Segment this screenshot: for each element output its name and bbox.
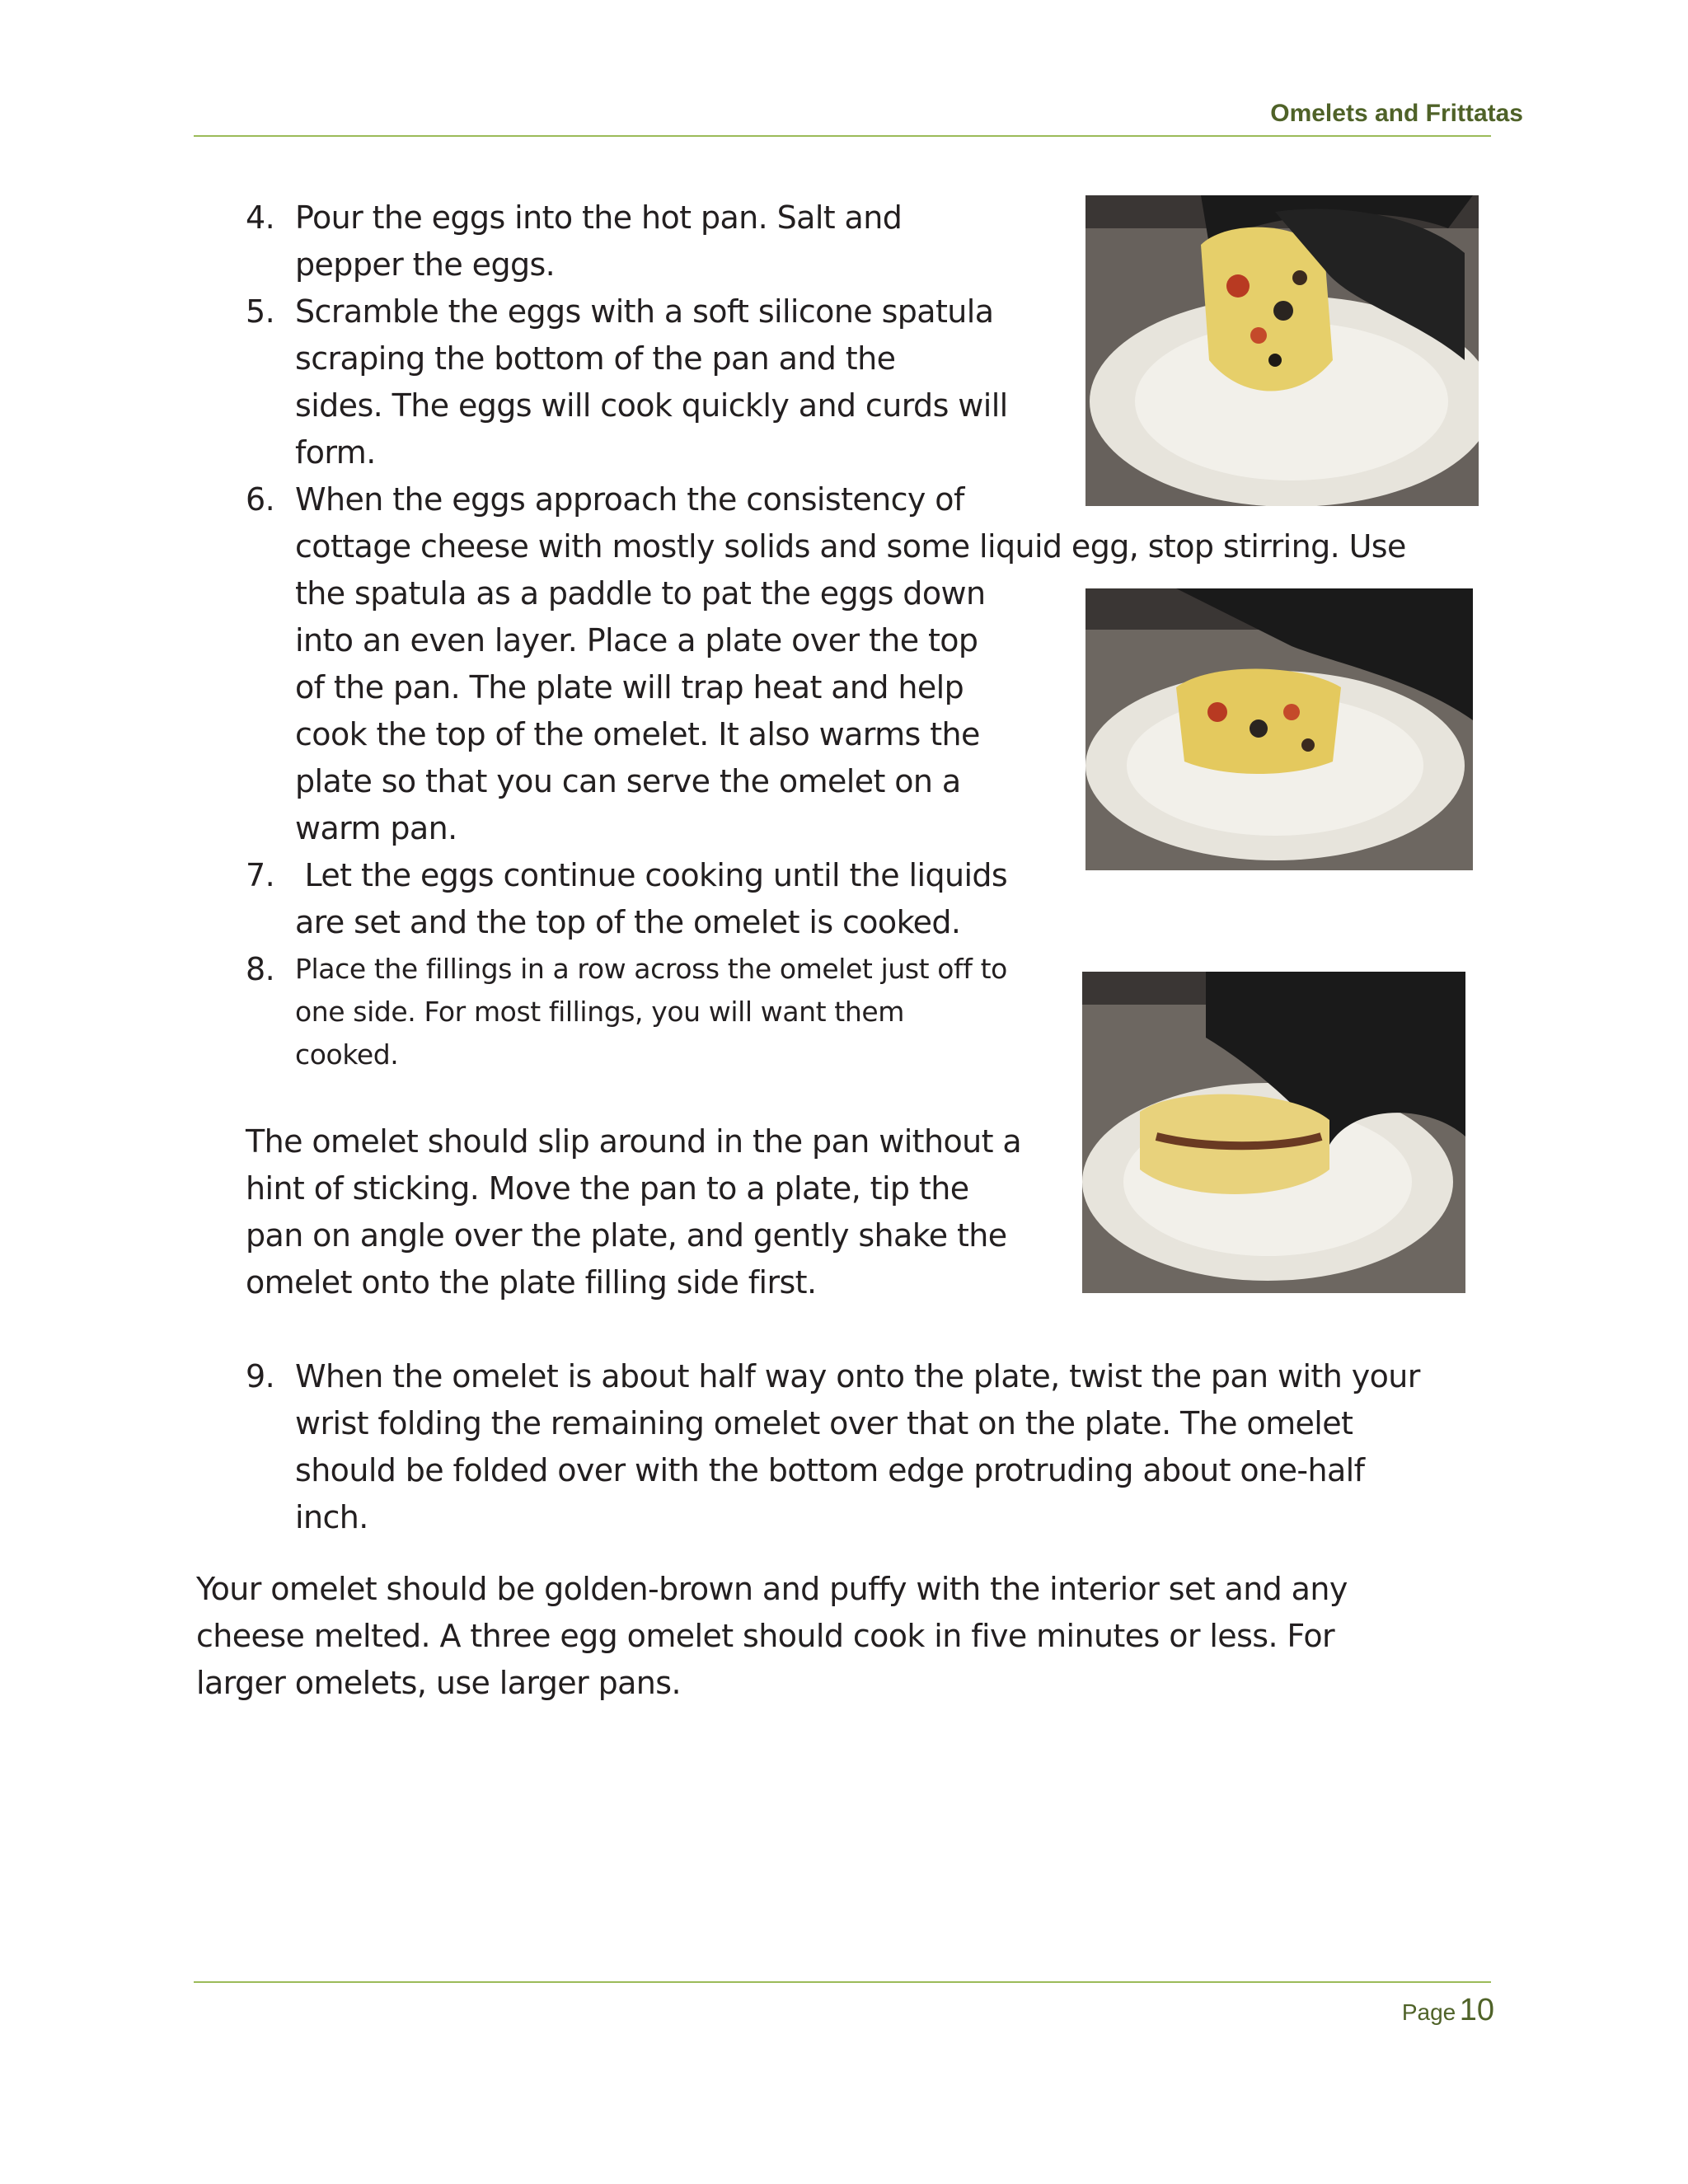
- paragraph-line: pan on angle over the plate, and gently shake the: [246, 1217, 1007, 1254]
- step-9-line: wrist folding the remaining omelet over that on the plate. The omelet: [295, 1405, 1353, 1441]
- step-7-line: Let the eggs continue cooking until the liquids: [295, 857, 1008, 893]
- omelet-on-plate-photo-icon: [1085, 588, 1473, 870]
- paragraph-line: cheese melted. A three egg omelet should cook in five minutes or less. For: [196, 1618, 1335, 1654]
- page-number-value: 10: [1459, 1993, 1494, 2027]
- step-6-line: of the pan. The plate will trap heat and help: [295, 669, 964, 705]
- step-8-number: 8.: [246, 951, 275, 987]
- step-5-number: 5.: [246, 293, 275, 330]
- paragraph-line: The omelet should slip around in the pan without a: [246, 1123, 1022, 1160]
- omelet-folded-photo: [1082, 972, 1465, 1293]
- step-4-line: Pour the eggs into the hot pan. Salt and: [295, 199, 903, 236]
- step-4-number: 4.: [246, 199, 275, 236]
- header-rule: [194, 135, 1491, 137]
- step-6-line: the spatula as a paddle to pat the eggs down: [295, 575, 986, 612]
- omelet-folded-photo-icon: [1082, 972, 1465, 1293]
- footer-rule: [194, 1981, 1491, 1983]
- step-6-line: into an even layer. Place a plate over the top: [295, 622, 978, 658]
- step-6-line: warm pan.: [295, 810, 457, 846]
- step-7-number: 7.: [246, 857, 275, 893]
- page-number: [1402, 1993, 1494, 2028]
- page-label: Page: [1401, 1999, 1456, 2025]
- paragraph-line: Your omelet should be golden-brown and puffy with the interior set and any: [196, 1571, 1348, 1607]
- step-5-line: form.: [295, 434, 376, 471]
- step-8-line: one side. For most fillings, you will want them: [295, 996, 904, 1028]
- step-9-number: 9.: [246, 1358, 275, 1394]
- paragraph-line: hint of sticking. Move the pan to a plate, tip the: [246, 1170, 969, 1207]
- step-6-line: cook the top of the omelet. It also warms the: [295, 716, 980, 752]
- paragraph-line: larger omelets, use larger pans.: [196, 1665, 681, 1701]
- step-6-number: 6.: [246, 481, 275, 518]
- step-7-line: are set and the top of the omelet is cooked.: [295, 904, 961, 940]
- step-8-line: cooked.: [295, 1038, 399, 1071]
- step-5-line: sides. The eggs will cook quickly and curds will: [295, 387, 1008, 424]
- step-6-line: plate so that you can serve the omelet on a: [295, 763, 961, 799]
- step-5-line: scraping the bottom of the pan and the: [295, 340, 896, 377]
- step-4-line: pepper the eggs.: [295, 246, 556, 283]
- step-6-line: When the eggs approach the consistency of: [295, 481, 964, 518]
- omelet-sliding-photo-icon: [1085, 195, 1479, 506]
- omelet-on-plate-photo: [1085, 588, 1473, 870]
- step-9-line: When the omelet is about half way onto the plate, twist the pan with your: [295, 1358, 1420, 1394]
- paragraph-line: omelet onto the plate filling side first.: [246, 1264, 817, 1301]
- step-5-line: Scramble the eggs with a soft silicone spatula: [295, 293, 994, 330]
- step-9-line: should be folded over with the bottom edge protruding about one-half: [295, 1452, 1365, 1488]
- running-header: Omelets and Frittatas: [1270, 100, 1523, 127]
- step-6-line: cottage cheese with mostly solids and some liquid egg, stop stirring. Use: [295, 528, 1406, 565]
- step-9-line: inch.: [295, 1499, 368, 1535]
- step-8-line: Place the fillings in a row across the omelet just off to: [295, 953, 1007, 985]
- omelet-sliding-photo: [1085, 195, 1479, 506]
